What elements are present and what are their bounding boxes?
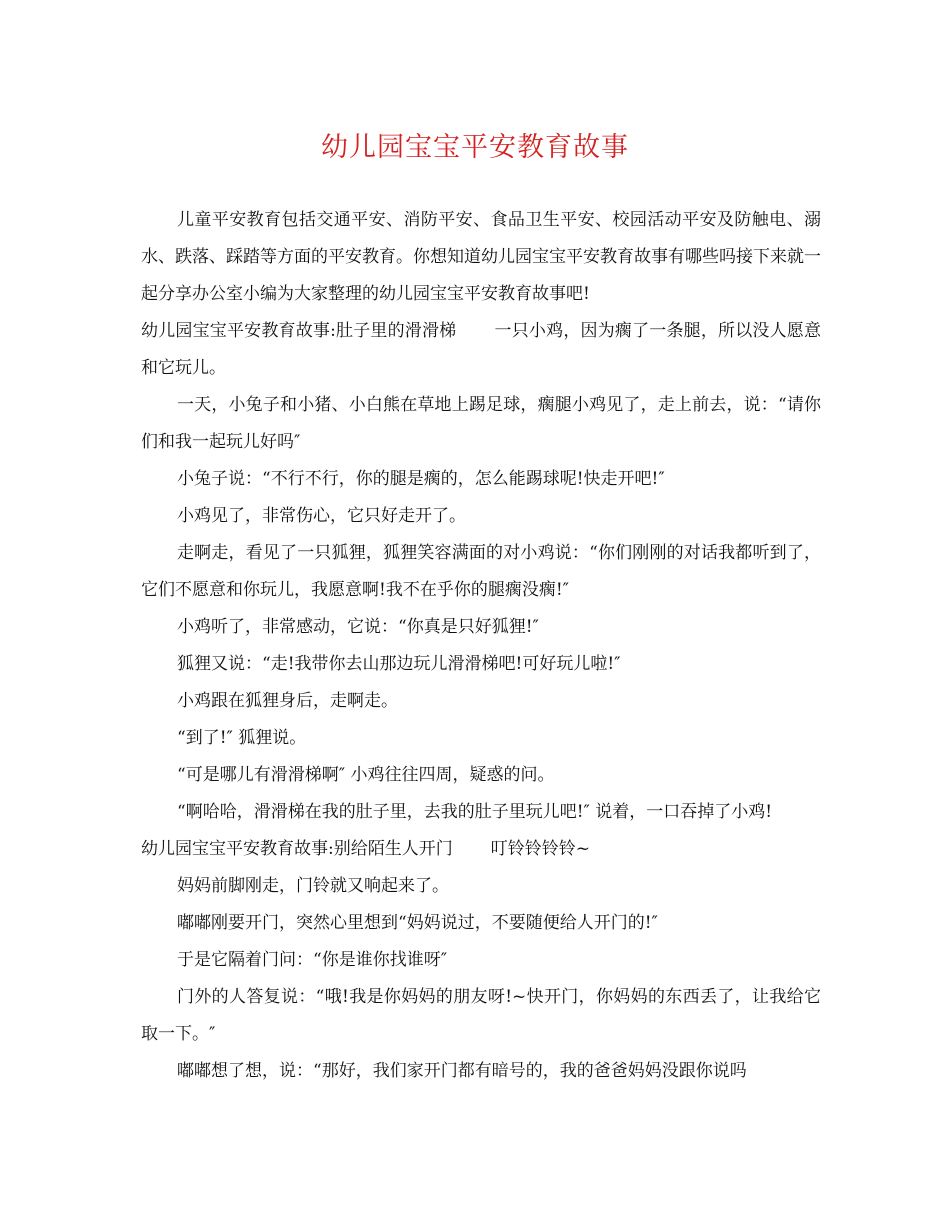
story-paragraph: 小鸡听了，非常感动，它说：“你真是只好狐狸!″ [177,617,539,637]
story-one-opening: 一只小鸡，因为瘸了一条腿，所以没人愿意和它玩儿。 [141,321,821,378]
story-two-heading: 幼儿园宝宝平安教育故事:别给陌生人开门 [141,839,453,859]
story-paragraph: 妈妈前脚刚走，门铃就又响起来了。 [177,876,449,896]
story-paragraph: 狐狸又说：“走!我带你去山那边玩儿滑滑梯吧!可好玩儿啦!″ [177,654,621,674]
story-paragraph: 小兔子说：“不行不行，你的腿是瘸的，怎么能踢球呢!快走开吧!″ [177,469,665,489]
story-paragraph: 一天，小兔子和小猪、小白熊在草地上踢足球，瘸腿小鸡见了，走上前去，说：“请你们和我一起玩儿好吗″ [141,395,821,452]
story-paragraph: “可是哪儿有滑滑梯啊″ 小鸡往往四周，疑惑的问。 [177,765,555,785]
document-title: 幼儿园宝宝平安教育故事 [321,132,629,163]
story-paragraph: 于是它隔着门问：“你是谁你找谁呀″ [177,950,448,970]
story-paragraph: 嘟嘟刚要开门，突然心里想到“妈妈说过，不要随便给人开门的!″ [177,913,658,933]
story-paragraph: 嘟嘟想了想，说：“那好，我们家开门都有暗号的，我的爸爸妈妈没跟你说吗 [177,1061,747,1081]
story-one-heading-line [141,313,821,387]
story-paragraph: 门外的人答复说：“哦!我是你妈妈的朋友呀!~快开门，你妈妈的东西丢了，让我给它取一下。″ [141,987,821,1044]
story-paragraph: 小鸡见了，非常伤心，它只好走开了。 [177,506,466,526]
story-paragraph: 小鸡跟在狐狸身后，走啊走。 [177,691,398,711]
document-body [141,202,821,1090]
story-paragraph: “到了!″ 狐狸说。 [177,728,307,748]
story-two-opening: 叮铃铃铃铃~ [490,839,590,859]
story-paragraph: 走啊走，看见了一只狐狸，狐狸笑容满面的对小鸡说：“你们刚刚的对话我都听到了，它们不愿意和你玩儿，我愿意啊!我不在乎你的腿瘸没瘸!″ [141,543,821,600]
story-two-heading-line [141,831,821,868]
story-paragraph: “啊哈哈，滑滑梯在我的肚子里，去我的肚子里玩儿吧!″ 说着，一口吞掉了小鸡! [177,802,773,822]
story-one-heading: 幼儿园宝宝平安教育故事:肚子里的滑滑梯 [141,321,457,341]
intro-paragraph: 儿童平安教育包括交通平安、消防平安、食品卫生平安、校园活动平安及防触电、溺水、跌落、踩踏等方面的平安教育。你想知道幼儿园宝宝平安教育故事有哪些吗接下来就一起分享办公室小编为大家整理的幼儿园宝宝平安教育故事吧! [141,210,821,304]
